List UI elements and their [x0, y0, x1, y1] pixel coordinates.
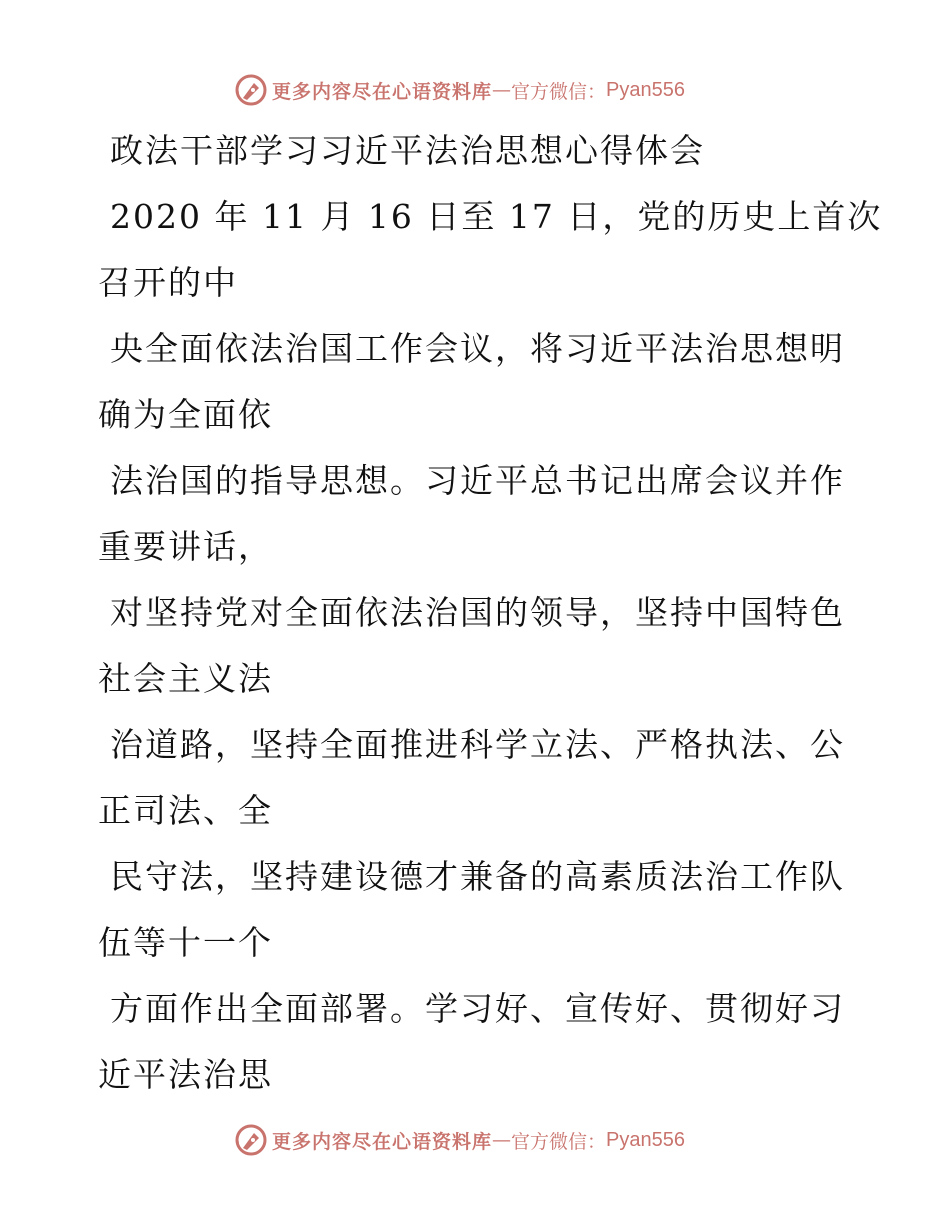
watermark-main-text: 更多内容尽在心语资料库 — [272, 80, 493, 103]
body-line: 法治国的指导思想。习近平总书记出席会议并作 — [110, 461, 845, 500]
body-line: 确为全面依 — [98, 395, 273, 434]
body-line: 社会主义法 — [98, 659, 273, 698]
body-line: 近平法治思 — [98, 1055, 273, 1094]
body-line: 正司法、全 — [98, 791, 273, 830]
document-body — [98, 118, 883, 1108]
watermark-wechat-id: Pyan556 — [606, 78, 685, 101]
watermark-main-text: 更多内容尽在心语资料库 — [272, 1130, 493, 1153]
body-line: 召开的中 — [98, 263, 238, 302]
body-line: 方面作出全面部署。学习好、宣传好、贯彻好习 — [110, 989, 845, 1028]
body-line: 2020 年 11 月 16 日至 17 日，党的历史上首次 — [110, 197, 883, 236]
watermark-dash: — — [492, 79, 512, 101]
body-line: 伍等十一个 — [98, 923, 273, 962]
body-line: 治道路，坚持全面推进科学立法、严格执法、公 — [110, 725, 845, 764]
body-line: 重要讲话， — [98, 527, 273, 566]
body-line: 央全面依法治国工作会议，将习近平法治思想明 — [110, 329, 845, 368]
body-line: 对坚持党对全面依法治国的领导，坚持中国特色 — [110, 593, 845, 632]
watermark-wechat-label: 官方微信： — [511, 80, 607, 103]
body-line: 民守法，坚持建设德才兼备的高素质法治工作队 — [110, 857, 845, 896]
watermark-wechat-label: 官方微信： — [511, 1130, 607, 1153]
pen-nib-circle-icon — [234, 1123, 268, 1157]
watermark-wechat-id: Pyan556 — [606, 1128, 685, 1151]
header-watermark — [234, 70, 714, 110]
document-title: 政法干部学习习近平法治思想心得体会 — [110, 131, 705, 170]
footer-watermark — [234, 1120, 714, 1160]
watermark-dash: — — [492, 1129, 512, 1151]
pen-nib-circle-icon — [234, 73, 268, 107]
